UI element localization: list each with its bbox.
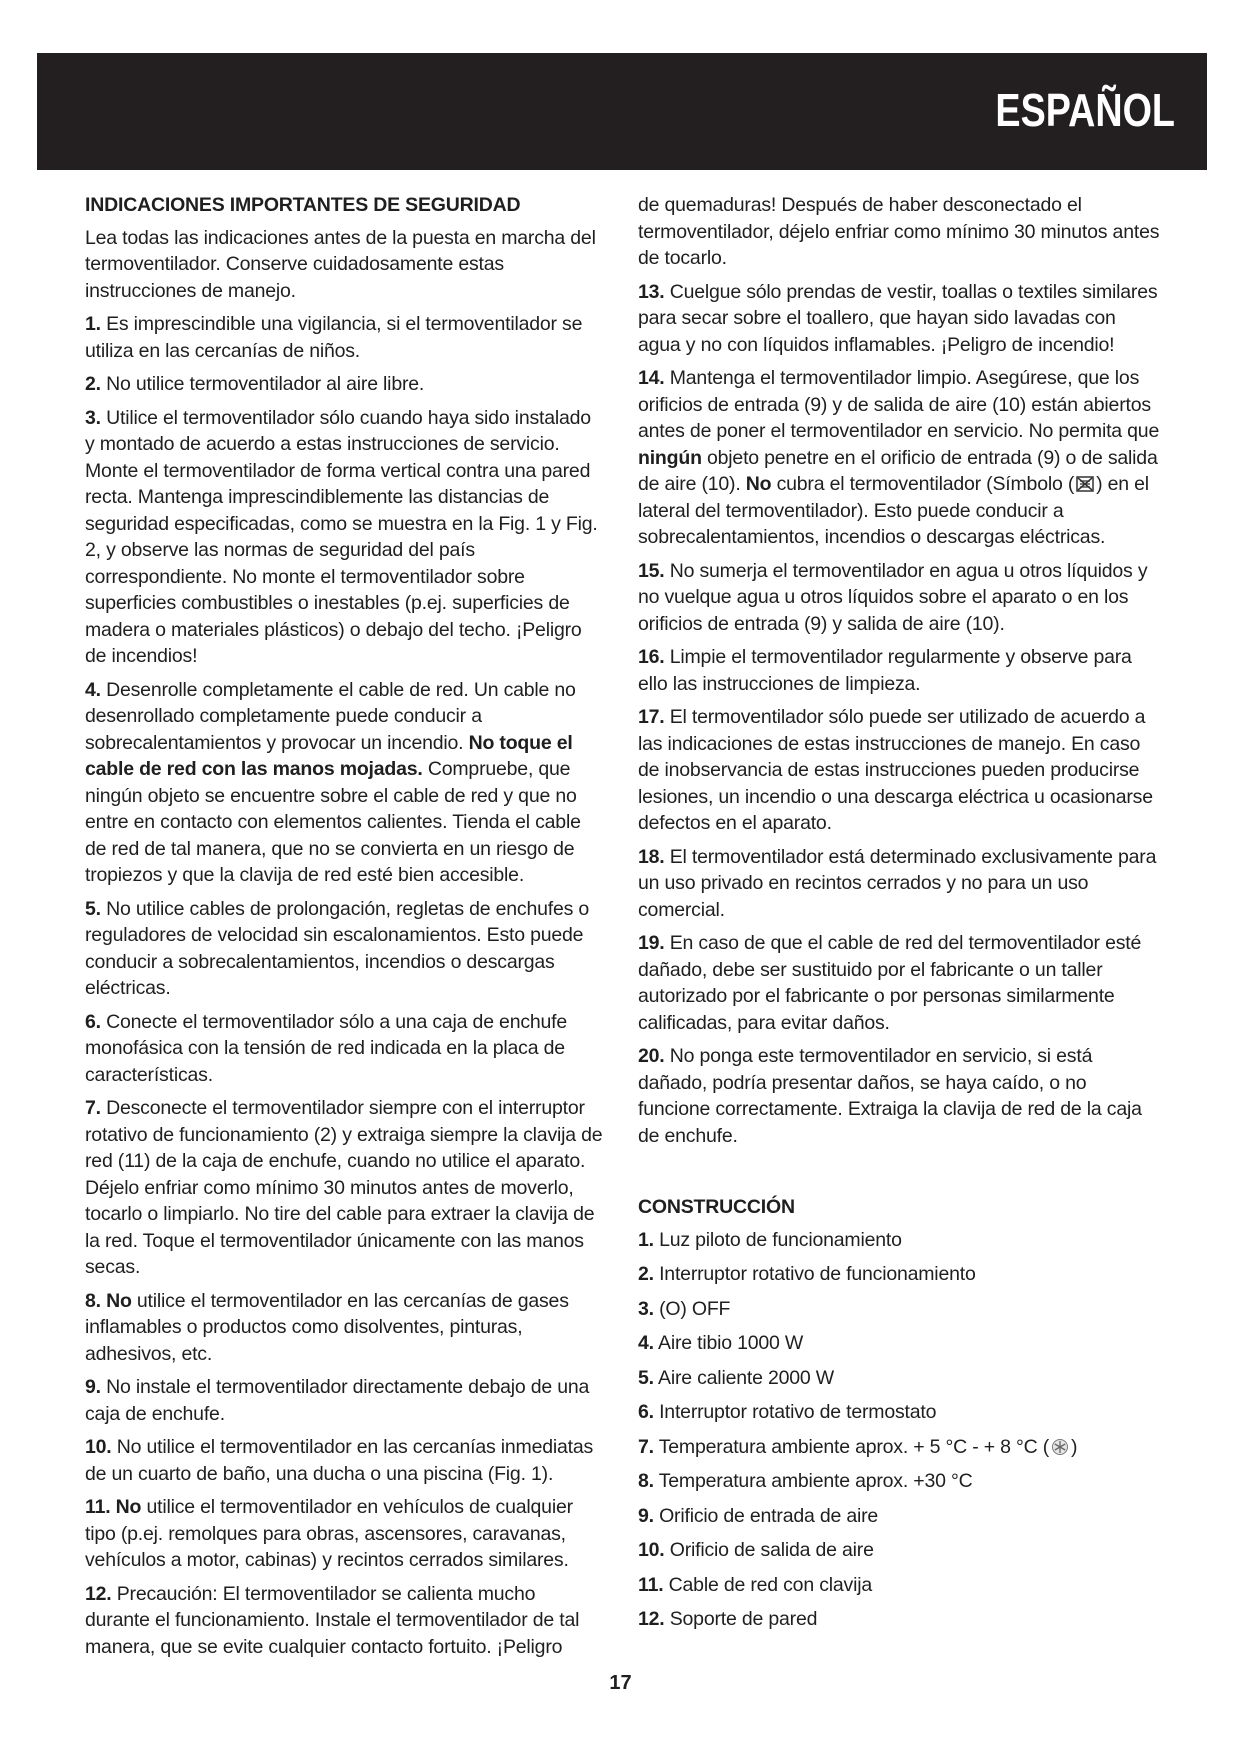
safety-intro: Lea todas las indicaciones antes de la puesta en marcha del termoventilador. Conserve cuidadosamente estas instrucciones de manejo. xyxy=(85,226,596,302)
page-number: 17 xyxy=(609,1672,632,1694)
construction-item-3: 3. (O) OFF xyxy=(638,1297,731,1320)
frost-protection-icon xyxy=(1051,1438,1069,1456)
safety-item-2: 2. No utilice termoventilador al aire libre. xyxy=(85,373,425,395)
construction-item-11: 11. Cable de red con clavija xyxy=(638,1573,872,1596)
safety-item-20: 20. No ponga este termoventilador en servicio, si está dañado, podría presentar daños, se haya caído, o no funcione correctamente. Extraiga la clavija de red de la caja de enchufe. xyxy=(638,1045,1142,1147)
right-column xyxy=(638,192,1160,1641)
safety-item-5: 5. No utilice cables de prolongación, regletas de enchufes o reguladores de velocidad sin escalonamientos. Esto puede conducir a sobrecalentamientos, incendios o descargas eléctricas. xyxy=(85,897,590,999)
construction-item-10: 10. Orificio de salida de aire xyxy=(638,1539,874,1561)
construction-item-5: 5. Aire caliente 2000 W xyxy=(638,1366,834,1389)
safety-item-11: 11. No utilice el termoventilador en vehículos de cualquier tipo (p.ej. remolques para obras, ascensores, caravanas, vehículos a motor, cabinas) y recintos cerrados similares. xyxy=(85,1496,573,1571)
section-spacer xyxy=(638,1156,1160,1194)
safety-item-3: 3. Utilice el termoventilador sólo cuando haya sido instalado y montado de acuerdo a estas instrucciones de servicio. Monte el termoventilador de forma vertical contra una pared recta. Mantenga imprescindiblemente las distancias de seguridad especificadas, como se muestra en la Fig. 1 y Fig. 2, y observe las normas de seguridad del país correspondiente. No monte el termoventilador sobre superficies combustibles o inestables (p.ej. superficies de madera o materiales plásticos) o debajo del techo. ¡Peligro de incendios! xyxy=(85,406,598,667)
safety-item-6: 6. Conecte el termoventilador sólo a una caja de enchufe monofásica con la tensión de red indicada en la placa de características. xyxy=(85,1010,568,1086)
safety-item-12-continued: de quemaduras! Después de haber desconectado el termoventilador, déjelo enfriar como mínimo 30 minutos antes de tocarlo. xyxy=(638,194,1160,269)
safety-item-13: 13. Cuelgue sólo prendas de vestir, toallas o textiles similares para secar sobre el toallero, que hayan sido lavadas con agua y no con líquidos inflamables. ¡Peligro de incendio! xyxy=(638,280,1158,356)
safety-item-12: 12. Precaución: El termoventilador se calienta mucho durante el funcionamiento. Instale el termoventilador de tal manera, que se evite cualquier contacto fortuito. ¡Peligro xyxy=(85,1582,580,1658)
safety-item-15: 15. No sumerja el termoventilador en agua u otros líquidos y no vuelque agua u otros líquidos sobre el aparato o en los orificios de entrada (9) y salida de aire (10). xyxy=(638,559,1148,635)
header-bar xyxy=(37,53,1207,170)
safety-item-14: 14. Mantenga el termoventilador limpio. Asegúrese, que los orificios de entrada (9) y de salida de aire (10) están abiertos antes de poner el termoventilador en servicio. No permita que ningún objeto penetre en el orificio de entrada (9) o de salida de aire (10). No cubra el termoventilador (Símbolo ( ) en el lateral del termoventilador). Esto puede conducir a sobrecalentamientos, incendios o descargas eléctricas. xyxy=(638,367,1160,548)
construction-item-2: 2. Interruptor rotativo de funcionamiento xyxy=(638,1263,976,1285)
do-not-cover-icon xyxy=(1076,475,1094,493)
construction-item-4: 4. Aire tibio 1000 W xyxy=(638,1332,804,1354)
construction-item-6: 6. Interruptor rotativo de termostato xyxy=(638,1401,937,1423)
construction-item-1: 1. Luz piloto de funcionamiento xyxy=(638,1228,902,1251)
safety-item-8: 8. No utilice el termoventilador en las cercanías de gases inflamables o productos como disolventes, pinturas, adhesivos, etc. xyxy=(85,1289,569,1365)
language-title: ESPAÑOL xyxy=(995,84,1175,136)
safety-item-7: 7. Desconecte el termoventilador siempre con el interruptor rotativo de funcionamiento (2) y extraiga siempre la clavija de red (11) de la caja de enchufe, cuando no utilice el aparato. Déjelo enfriar como mínimo 30 minutos antes de moverlo, tocarlo o limpiarlo. No tire del cable para extraer la clavija de la red. Toque el termoventilador únicamente con las manos secas. xyxy=(85,1097,603,1278)
safety-item-16: 16. Limpie el termoventilador regularmente y observe para ello las instrucciones de limpieza. xyxy=(638,646,1132,695)
safety-item-1: 1. Es imprescindible una vigilancia, si el termoventilador se utiliza en las cercanías de niños. xyxy=(85,313,583,362)
construction-item-7: 7. Temperatura ambiente aprox. + 5 °C - + 8 °C ( ) xyxy=(638,1435,1078,1458)
safety-item-9: 9. No instale el termoventilador directamente debajo de una caja de enchufe. xyxy=(85,1376,590,1425)
construction-heading: CONSTRUCCIÓN xyxy=(638,1196,795,1218)
safety-heading: INDICACIONES IMPORTANTES DE SEGURIDAD xyxy=(85,194,521,216)
left-column xyxy=(85,192,605,1667)
safety-item-18: 18. El termoventilador está determinado exclusivamente para un uso privado en recintos cerrados y no para un uso comercial. xyxy=(638,845,1157,921)
safety-item-4: 4. Desenrolle completamente el cable de red. Un cable no desenrollado completamente puede conducir a sobrecalentamientos y provocar un incendio. No toque el cable de red con las manos mojadas. Compruebe, que ningún objeto se encuentre sobre el cable de red y que no entre en contacto con elementos calientes. Tienda el cable de red de tal manera, que no se convierta en un riesgo de tropiezos y que la clavija de red esté bien accesible. xyxy=(85,678,581,886)
safety-item-17: 17. El termoventilador sólo puede ser utilizado de acuerdo a las indicaciones de estas instrucciones de manejo. En caso de inobservancia de estas instrucciones pueden producirse lesiones, un incendio o una descarga eléctrica u ocasionarse defectos en el aparato. xyxy=(638,706,1153,834)
safety-item-10: 10. No utilice el termoventilador en las cercanías inmediatas de un cuarto de baño, una ducha o una piscina (Fig. 1). xyxy=(85,1436,594,1485)
construction-item-9: 9. Orificio de entrada de aire xyxy=(638,1504,879,1527)
safety-item-19: 19. En caso de que el cable de red del termoventilador esté dañado, debe ser sustituido por el fabricante o un taller autorizado por el fabricante o por personas similarmente calificadas, para evitar daños. xyxy=(638,932,1142,1034)
construction-item-8: 8. Temperatura ambiente aprox. +30 °C xyxy=(638,1470,973,1492)
construction-item-12: 12. Soporte de pared xyxy=(638,1608,818,1630)
